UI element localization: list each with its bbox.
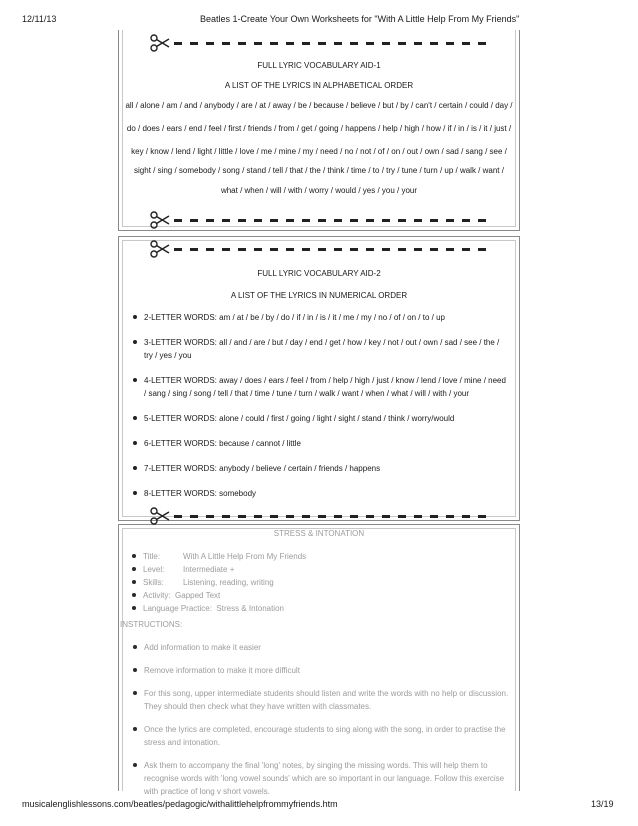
list-item: Add information to make it easier: [144, 641, 516, 654]
list-item: 7-LETTER WORDS: anybody / believe / certain / friends / happens: [144, 462, 516, 475]
list-item: 2-LETTER WORDS: am / at / be / by / do / if / in / is / it / me / my / no / of / on / to / up: [144, 311, 516, 324]
list-item: 4-LETTER WORDS: away / does / ears / feel / from / help / high / just / know / lend / love / mine / need / sang / sing / song / tell / that / time / tune / turn / walk / want / when / what / will / with / your: [144, 374, 516, 400]
instructions-label: INSTRUCTIONS:: [120, 620, 183, 629]
cut-line: [150, 506, 494, 526]
list-item: 8-LETTER WORDS: somebody: [144, 487, 516, 500]
vocab-line: do / does / ears / end / feel / first / friends / from / get / going / happens / help / high / how / if / in / is / it / just /: [126, 124, 512, 133]
scissors-icon: [150, 211, 170, 229]
list-item: 5-LETTER WORDS: alone / could / first / going / light / sight / stand / think / worry/would: [144, 412, 516, 425]
list-item: Language Practice: Stress & Intonation: [143, 602, 513, 615]
list-item: Ask them to accompany the final 'long' notes, by singing the missing words. This will help them to recognise words with 'long vowel sounds' which are so important in our language. Follow this exercise with practice of long v short vowels.: [144, 759, 516, 798]
list-item: 6-LETTER WORDS: because / cannot / little: [144, 437, 516, 450]
scissors-icon: [150, 507, 170, 525]
cut-line: [150, 239, 494, 259]
list-item: Activity: Gapped Text: [143, 589, 513, 602]
cut-line: [150, 210, 494, 230]
aid2-subtitle: A LIST OF THE LYRICS IN NUMERICAL ORDER: [230, 291, 408, 300]
print-date: 12/11/13: [22, 14, 57, 24]
aid1-subtitle: A LIST OF THE LYRICS IN ALPHABETICAL ORDER: [224, 81, 414, 90]
list-item: 3-LETTER WORDS: all / and / are / but / day / end / get / how / key / not / out / own / sad / see / the / try / yes / you: [144, 336, 516, 362]
list-item: Once the lyrics are completed, encourage students to sing along with the song, in order to practise the stress and intonation.: [144, 723, 516, 749]
page-title: Beatles 1-Create Your Own Worksheets for "With A Little Help From My Friends": [200, 14, 520, 24]
list-item: Title: With A Little Help From My Friends: [143, 550, 513, 563]
page-number: 13/19: [591, 799, 614, 809]
stress-title: STRESS & INTONATION: [273, 529, 365, 538]
cut-line: [150, 33, 494, 53]
list-item: For this song, upper intermediate students should listen and write the words with no help or discussion. They should then check what they have written with classmates.: [144, 687, 516, 713]
vocab-line: sight / sing / somebody / song / stand / tell / that / the / think / time / to / try / tune / turn / up / walk / want /: [134, 166, 504, 175]
list-item: Skills: Listening, reading, writing: [143, 576, 513, 589]
page-url: musicalenglishlessons.com/beatles/pedagogic/withalittlehelpfrommyfriends.htm: [22, 799, 338, 809]
aid2-title: FULL LYRIC VOCABULARY AID-2: [257, 269, 381, 278]
aid1-title: FULL LYRIC VOCABULARY AID-1: [257, 61, 381, 70]
instructions-list: [144, 641, 516, 808]
vocab-line: key / know / lend / light / little / love / me / mine / my / need / no / not / of / on / out / own / sad / sang / see /: [131, 147, 507, 156]
scissors-icon: [150, 34, 170, 52]
list-item: Level: Intermediate +: [143, 563, 513, 576]
vocab-line: all / alone / am / and / anybody / are / at / away / be / because / believe / but / by / can't / certain / could / day /: [125, 101, 513, 110]
word-length-list: [144, 311, 516, 500]
vocab-line: what / when / will / with / worry / would / yes / you / your: [220, 186, 418, 195]
list-item: Remove information to make it more difficult: [144, 664, 516, 677]
activity-meta-list: [143, 550, 513, 615]
scissors-icon: [150, 240, 170, 258]
